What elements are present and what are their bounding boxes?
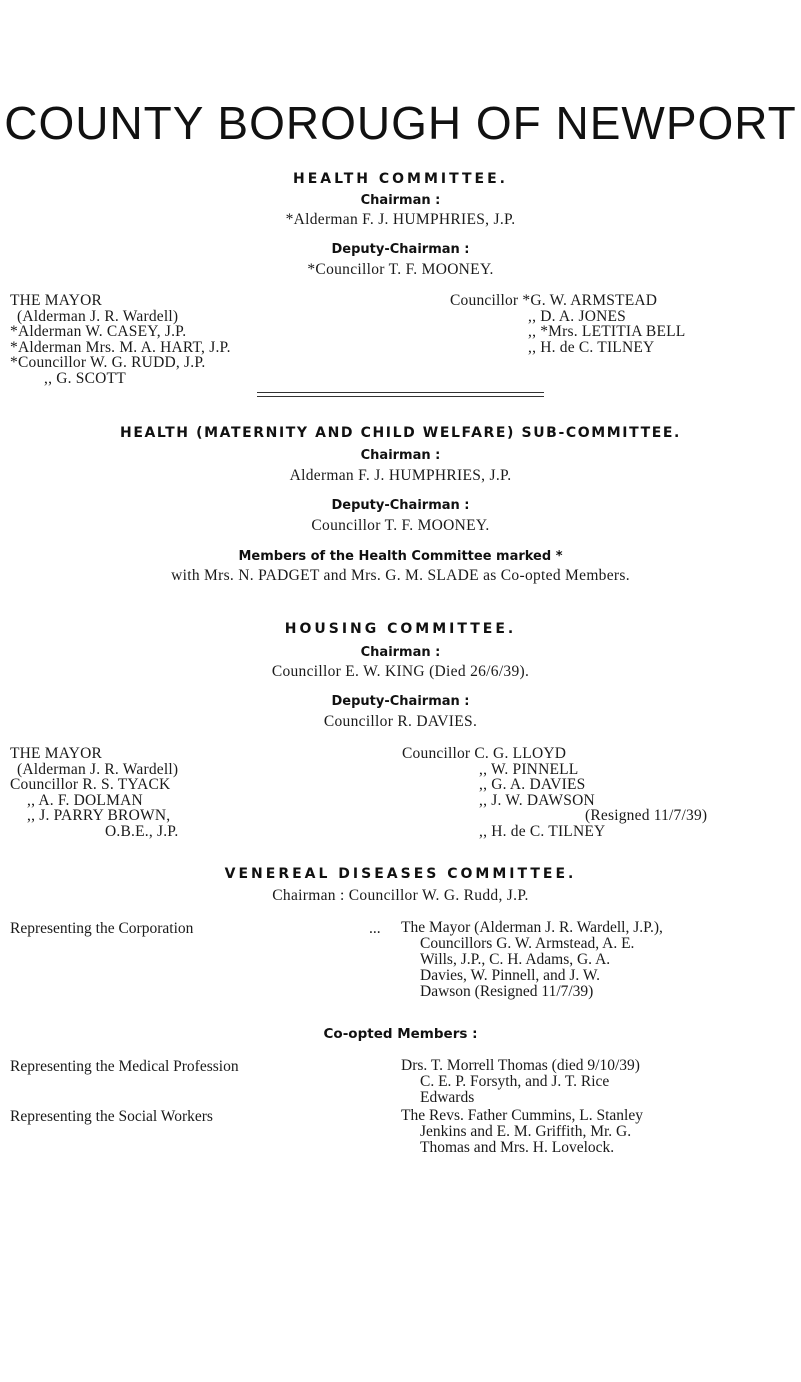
maternity-members-note: with Mrs. N. PADGET and Mrs. G. M. SLADE as Co-opted Members. bbox=[171, 567, 630, 584]
health-chairman-block bbox=[0, 211, 801, 229]
health-deputy-label: Deputy-Chairman : bbox=[331, 242, 470, 257]
member: ,, G. A. DAVIES bbox=[479, 776, 586, 793]
maternity-members-note-block bbox=[0, 567, 801, 585]
member: THE MAYOR bbox=[10, 745, 103, 762]
maternity-heading-block bbox=[0, 425, 801, 441]
corporation-label: Representing the Corporation bbox=[10, 920, 194, 937]
divider bbox=[257, 392, 544, 397]
maternity-deputy: Councillor T. F. MOONEY. bbox=[311, 517, 490, 534]
member: ,, J. W. DAWSON bbox=[479, 791, 595, 809]
housing-deputy-label: Deputy-Chairman : bbox=[331, 694, 470, 709]
health-chairman: *Alderman F. J. HUMPHRIES, J.P. bbox=[285, 211, 516, 228]
health-members-right bbox=[450, 293, 685, 355]
member: ,, *Mrs. LETITIA BELL bbox=[528, 323, 686, 340]
housing-deputy-block bbox=[0, 713, 801, 731]
housing-heading-block bbox=[0, 621, 801, 637]
text-line: Jenkins and E. M. Griffith, Mr. G. bbox=[420, 1123, 632, 1140]
maternity-members-label-block bbox=[0, 549, 801, 564]
text-line: Drs. T. Morrell Thomas (died 9/10/39) bbox=[401, 1057, 640, 1074]
member: Councillor *G. W. ARMSTEAD bbox=[450, 292, 658, 309]
health-deputy-block bbox=[0, 261, 801, 279]
social-members bbox=[401, 1108, 643, 1156]
health-members-left bbox=[10, 293, 231, 386]
text-line: Edwards bbox=[420, 1089, 475, 1106]
housing-members-right bbox=[402, 746, 707, 839]
member: *Alderman W. CASEY, J.P. bbox=[10, 323, 187, 340]
text-line: Wills, J.P., C. H. Adams, G. A. bbox=[420, 951, 611, 968]
maternity-chairman-block bbox=[0, 467, 801, 485]
housing-deputy-label-block bbox=[0, 694, 801, 709]
text-line: Davies, W. Pinnell, and J. W. bbox=[420, 967, 600, 984]
maternity-deputy-label-block bbox=[0, 498, 801, 513]
member: THE MAYOR bbox=[10, 292, 103, 309]
maternity-chairman-label-block bbox=[0, 448, 801, 463]
venereal-heading-block bbox=[0, 866, 801, 882]
housing-members-left bbox=[10, 746, 178, 839]
member: ,, A. F. DOLMAN bbox=[27, 791, 143, 809]
coopted-label-block bbox=[0, 1026, 801, 1042]
housing-heading: HOUSING COMMITTEE. bbox=[284, 621, 517, 637]
social-label: Representing the Social Workers bbox=[10, 1108, 213, 1125]
text-line: Thomas and Mrs. H. Lovelock. bbox=[420, 1139, 615, 1156]
text-line: C. E. P. Forsyth, and J. T. Rice bbox=[420, 1073, 610, 1090]
maternity-heading: HEALTH (MATERNITY AND CHILD WELFARE) SUB-COMMITTEE. bbox=[120, 425, 681, 441]
housing-chairman-label-block bbox=[0, 645, 801, 660]
medical-label: Representing the Medical Profession bbox=[10, 1058, 239, 1075]
member: (Alderman J. R. Wardell) bbox=[17, 760, 179, 778]
venereal-chairman: Chairman : Councillor W. G. Rudd, J.P. bbox=[272, 887, 529, 904]
member: ,, H. de C. TILNEY bbox=[528, 338, 655, 356]
maternity-members-label: Members of the Health Committee marked * bbox=[238, 549, 563, 564]
health-chairman-label: Chairman : bbox=[360, 193, 441, 208]
health-chairman-label-block bbox=[0, 193, 801, 208]
member: O.B.E., J.P. bbox=[105, 822, 179, 840]
maternity-deputy-label: Deputy-Chairman : bbox=[331, 498, 470, 513]
venereal-chairman-block bbox=[0, 887, 801, 905]
member: Councillor C. G. LLOYD bbox=[402, 745, 567, 762]
venereal-heading: VENEREAL DISEASES COMMITTEE. bbox=[224, 866, 577, 882]
corporation-members bbox=[401, 920, 663, 1000]
coopted-label: Co-opted Members : bbox=[323, 1026, 478, 1042]
housing-chairman-block bbox=[0, 663, 801, 681]
health-deputy: *Councillor T. F. MOONEY. bbox=[307, 261, 494, 278]
housing-chairman-label: Chairman : bbox=[360, 645, 441, 660]
text-line: The Mayor (Alderman J. R. Wardell, J.P.), bbox=[401, 919, 663, 936]
maternity-deputy-block bbox=[0, 517, 801, 535]
member: ,, D. A. JONES bbox=[528, 307, 626, 325]
page-title: COUNTY BOROUGH OF NEWPORT bbox=[4, 97, 797, 149]
member: ,, H. de C. TILNEY bbox=[479, 822, 606, 840]
member: (Resigned 11/7/39) bbox=[585, 807, 708, 824]
text-line: Councillors G. W. Armstead, A. E. bbox=[420, 935, 635, 952]
housing-deputy: Councillor R. DAVIES. bbox=[323, 713, 478, 730]
corporation-dots: ... bbox=[369, 920, 381, 937]
member: ,, G. SCOTT bbox=[44, 369, 126, 387]
member: ,, J. PARRY BROWN, bbox=[27, 807, 171, 824]
member: (Alderman J. R. Wardell) bbox=[17, 307, 179, 325]
maternity-chairman-label: Chairman : bbox=[360, 448, 441, 463]
member: *Alderman Mrs. M. A. HART, J.P. bbox=[10, 338, 231, 356]
member: ,, W. PINNELL bbox=[479, 760, 579, 778]
health-deputy-label-block bbox=[0, 242, 801, 257]
member: *Councillor W. G. RUDD, J.P. bbox=[10, 354, 206, 371]
text-line: Dawson (Resigned 11/7/39) bbox=[420, 983, 594, 1000]
health-committee-heading: HEALTH COMMITTEE. bbox=[293, 171, 508, 187]
maternity-chairman: Alderman F. J. HUMPHRIES, J.P. bbox=[289, 467, 512, 484]
text-line: The Revs. Father Cummins, L. Stanley bbox=[401, 1107, 643, 1124]
health-committee-heading-block bbox=[0, 171, 801, 187]
housing-chairman: Councillor E. W. KING (Died 26/6/39). bbox=[271, 663, 530, 680]
member: Councillor R. S. TYACK bbox=[10, 776, 171, 793]
medical-members bbox=[401, 1058, 640, 1106]
